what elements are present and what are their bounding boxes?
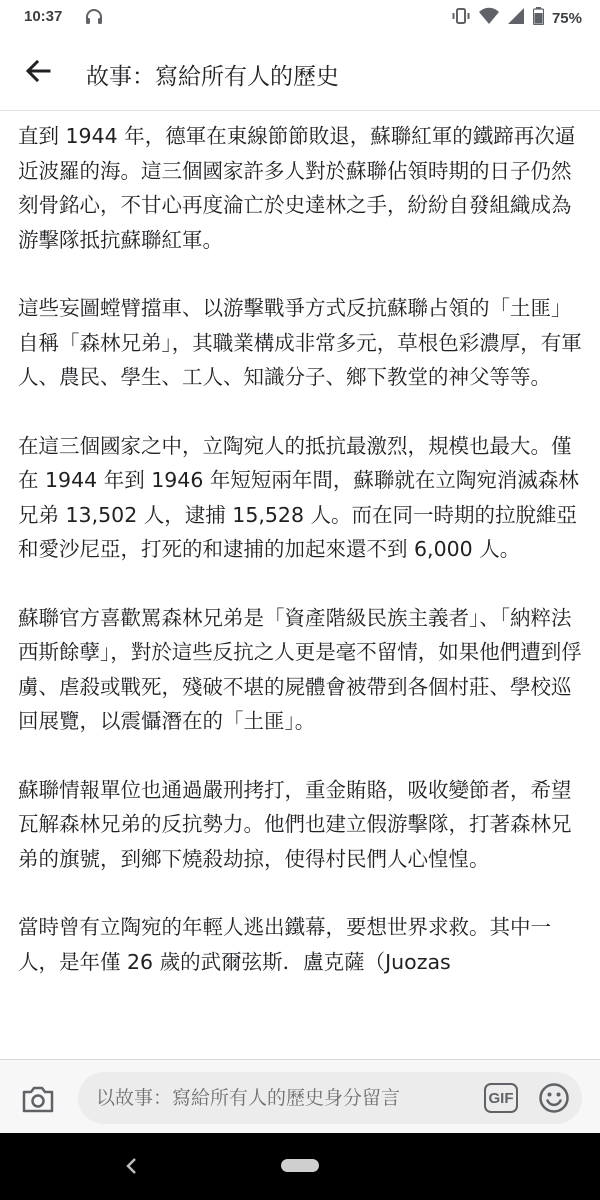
- camera-icon: [21, 1084, 55, 1118]
- camera-button[interactable]: [18, 1081, 58, 1121]
- headset-icon: [84, 7, 104, 27]
- comment-composer: [0, 1059, 600, 1134]
- battery-icon: [533, 7, 544, 29]
- app-bar: [0, 36, 600, 111]
- emoji-icon[interactable]: [538, 1082, 570, 1114]
- article-paragraph: 蘇聯官方喜歡罵森林兄弟是「資產階級民族主義者」、「納粹法西斯餘孽」，對於這些反抗之人更是毫不留情，如果他們遭到俘虜、虐殺或戰死，殘破不堪的屍體會被帶到各個村莊、學校巡回展覽，以震懾潛在的「土匪」。: [18, 605, 582, 733]
- arrow-back-icon: [25, 58, 51, 88]
- status-time: 10:37: [24, 8, 63, 25]
- article-scroll-area[interactable]: [0, 111, 600, 1059]
- status-bar: [0, 0, 600, 36]
- article-paragraph: 這些妄圖螳臂擋車、以游擊戰爭方式反抗蘇聯占領的「土匪」自稱「森林兄弟」，其職業構成非常多元，草根色彩濃厚，有軍人、農民、學生、工人、知識分子、鄉下教堂的神父等等。: [18, 296, 582, 389]
- article-paragraph: 直到 1944 年，德軍在東線節節敗退，蘇聯紅軍的鐵蹄再次逼近波羅的海。這三個國家許多人對於蘇聯佔領時期的日子仍然刻骨銘心，不甘心再度淪亡於史達林之手，紛紛自發組織成為游擊隊抵抗蘇聯紅軍。: [18, 124, 576, 252]
- gif-button[interactable]: GIF: [484, 1083, 518, 1113]
- article-body: [0, 111, 600, 979]
- article-paragraph: 蘇聯情報單位也通過嚴刑拷打，重金賄賂，吸收變節者，希望瓦解森林兄弟的反抗勢力。他們也建立假游擊隊，打著森林兄弟的旗號，到鄉下燒殺劫掠，使得村民們人心惶惶。: [18, 777, 572, 871]
- article-paragraph: 當時曾有立陶宛的年輕人逃出鐵幕，要想世界求救。其中一人，是年僅 26 歲的武爾弦斯．盧克薩（Juozas: [18, 915, 551, 974]
- nav-back-icon[interactable]: [120, 1153, 144, 1179]
- battery-percent: 75%: [551, 9, 582, 27]
- signal-icon: [507, 7, 525, 29]
- vibrate-icon: [451, 6, 471, 30]
- wifi-icon: [479, 7, 499, 29]
- article-paragraph: 在這三個國家之中，立陶宛人的抵抗最激烈，規模也最大。僅在 1944 年到 1946 年短短兩年間，蘇聯就在立陶宛消滅森林兄弟 13,502 人，逮捕 15,528 人。而在同一時期的拉脫維亞和愛沙尼亞，打死的和逮捕的加起來還不到 6,000 人。: [18, 433, 579, 561]
- system-nav-bar: [0, 1133, 600, 1200]
- page-title: 故事：寫給所有人的歷史: [86, 64, 339, 90]
- back-button[interactable]: [18, 53, 58, 93]
- status-icons: [451, 6, 582, 30]
- home-pill[interactable]: [281, 1159, 319, 1172]
